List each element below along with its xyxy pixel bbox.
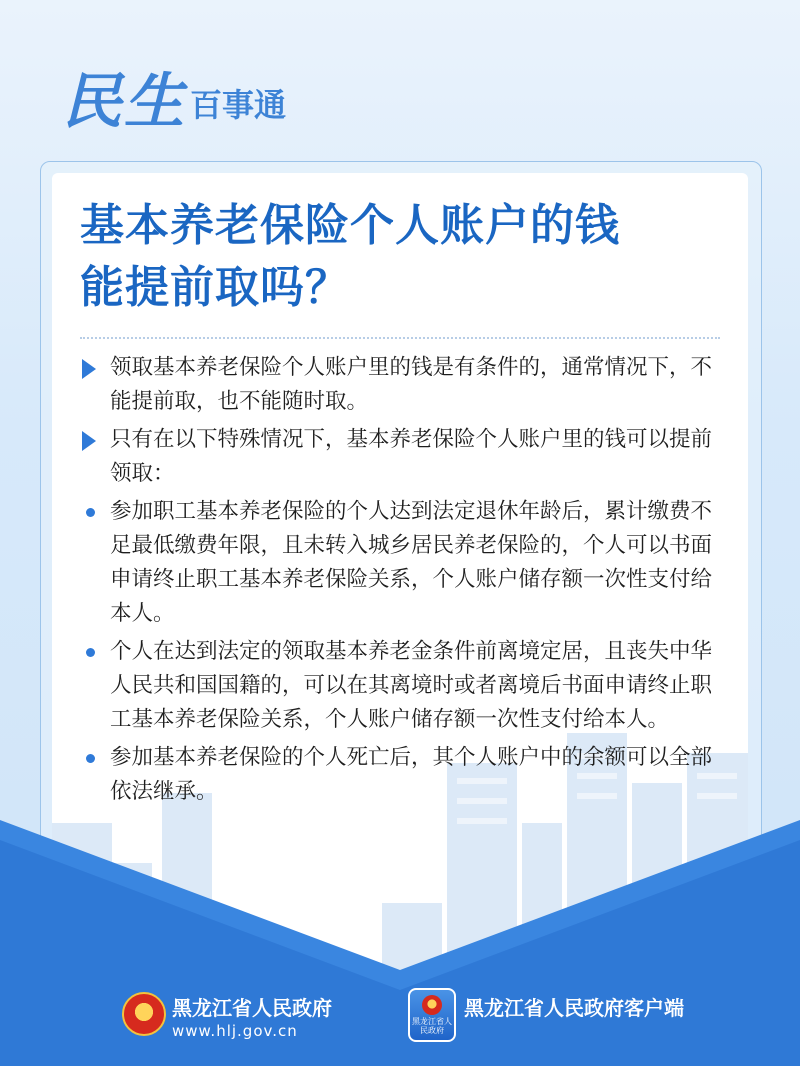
footer bbox=[0, 980, 800, 1060]
triangle-bullet-icon bbox=[82, 431, 96, 451]
brand-logo bbox=[62, 62, 287, 137]
app-icon[interactable] bbox=[408, 988, 456, 1042]
dot-bullet-icon bbox=[86, 648, 95, 657]
brand-sub-text: 百事通 bbox=[190, 86, 287, 124]
page-title bbox=[80, 195, 730, 319]
case-item bbox=[80, 495, 730, 631]
case-text: 参加职工基本养老保险的个人达到法定退休年龄后，累计缴费不足最低缴费年限，且未转入城乡居民养老保险的，个人可以书面申请终止职工基本养老保险关系，个人账户储存额一次性支付给本人。 bbox=[110, 499, 713, 626]
app-emblem-icon bbox=[422, 995, 442, 1015]
app-icon-text: 黑龙江省人民政府 bbox=[412, 1017, 452, 1035]
gov-url[interactable]: www.hlj.gov.cn bbox=[172, 1022, 298, 1040]
point-item bbox=[80, 351, 730, 419]
dot-bullet-icon bbox=[86, 508, 95, 517]
title-line-1: 基本养老保险个人账户的钱 bbox=[80, 200, 620, 251]
gov-name: 黑龙江省人民政府 bbox=[172, 996, 332, 1020]
dot-bullet-icon bbox=[86, 754, 95, 763]
triangle-bullet-icon bbox=[82, 359, 96, 379]
national-emblem-icon bbox=[122, 992, 166, 1036]
title-divider bbox=[80, 337, 720, 339]
case-item bbox=[80, 635, 730, 737]
point-text: 只有在以下特殊情况下，基本养老保险个人账户里的钱可以提前领取： bbox=[110, 427, 713, 486]
article-body bbox=[80, 351, 730, 813]
point-text: 领取基本养老保险个人账户里的钱是有条件的，通常情况下，不能提前取，也不能随时取。 bbox=[110, 355, 713, 414]
title-line-2: 能提前取吗？ bbox=[80, 262, 350, 313]
case-item bbox=[80, 741, 730, 809]
point-item bbox=[80, 423, 730, 491]
case-text: 参加基本养老保险的个人死亡后，其个人账户中的余额可以全部依法继承。 bbox=[110, 745, 713, 804]
app-name: 黑龙江省人民政府客户端 bbox=[464, 996, 684, 1020]
case-text: 个人在达到法定的领取基本养老金条件前离境定居，且丧失中华人民共和国国籍的，可以在其离境时或者离境后书面申请终止职工基本养老保险关系，个人账户储存额一次性支付给本人。 bbox=[110, 639, 713, 732]
brand-main-text: 民生 bbox=[62, 67, 186, 137]
